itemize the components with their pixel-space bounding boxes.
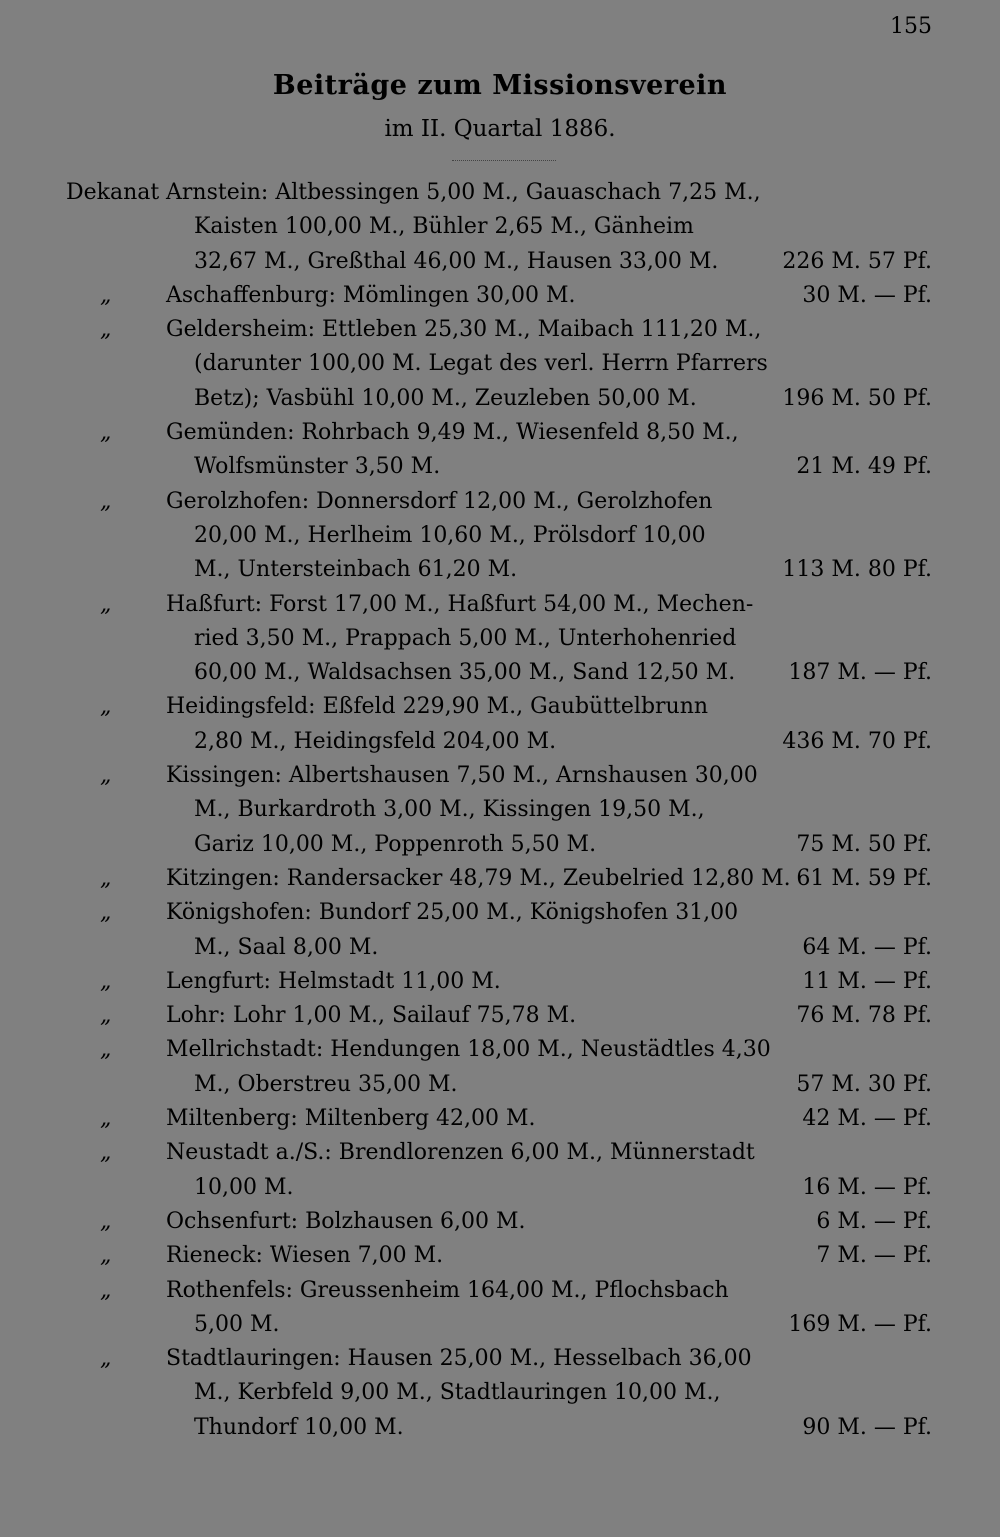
ditto-mark: „ xyxy=(100,488,112,514)
entry-text: 32,67 M., Greßthal 46,00 M., Hausen 33,00 M. xyxy=(194,248,719,274)
entry-line xyxy=(0,759,1000,793)
ditto-mark: „ xyxy=(100,763,112,789)
entry-amount: 75 M. 50 Pf. xyxy=(796,831,932,857)
entry-amount: 226 M. 57 Pf. xyxy=(782,248,932,274)
ditto-mark: „ xyxy=(100,1346,112,1372)
entry-text: Thundorf 10,00 M. xyxy=(194,1414,404,1440)
entry-text: M., Saal 8,00 M. xyxy=(194,934,379,960)
entry-line xyxy=(0,1376,1000,1410)
entry-text: Geldersheim: Ettleben 25,30 M., Maibach 111,20 M., xyxy=(166,317,762,343)
list-item xyxy=(0,279,1000,313)
list-item xyxy=(0,965,1000,999)
entry-amount: 196 M. 50 Pf. xyxy=(782,385,932,411)
list-item xyxy=(0,896,1000,965)
entry-text: Kitzingen: Randersacker 48,79 M., Zeubelried 12,80 M. xyxy=(166,865,791,891)
entry-text: M., Oberstreu 35,00 M. xyxy=(194,1071,458,1097)
entry-line xyxy=(0,1033,1000,1067)
entry-amount: 21 M. 49 Pf. xyxy=(796,454,932,480)
entry-text: Gariz 10,00 M., Poppenroth 5,50 M. xyxy=(194,831,597,857)
page-title: Beiträge zum Missionsverein xyxy=(272,70,728,101)
entry-text: Heidingsfeld: Eßfeld 229,90 M., Gaubüttelbrunn xyxy=(166,694,709,720)
entry-line xyxy=(0,1068,1000,1102)
entry-amount: 436 M. 70 Pf. xyxy=(782,728,932,754)
entry-line xyxy=(0,313,1000,347)
entry-amount: 30 M. — Pf. xyxy=(802,282,932,308)
entry-amount: 16 M. — Pf. xyxy=(802,1174,932,1200)
entry-line xyxy=(0,793,1000,827)
entry-line xyxy=(0,1274,1000,1308)
entry-amount: 11 M. — Pf. xyxy=(802,968,932,994)
entry-line xyxy=(0,588,1000,622)
entry-line xyxy=(0,622,1000,656)
entry-line xyxy=(0,245,1000,279)
entry-text: Rothenfels: Greussenheim 164,00 M., Pflochsbach xyxy=(166,1277,729,1303)
entry-line xyxy=(0,519,1000,553)
entry-text: Miltenberg: Miltenberg 42,00 M. xyxy=(166,1106,536,1132)
entry-line xyxy=(0,450,1000,484)
ditto-mark: „ xyxy=(100,282,112,308)
title-divider xyxy=(452,160,556,161)
entry-text: 20,00 M., Herlheim 10,60 M., Prölsdorf 10,00 xyxy=(194,522,706,548)
list-item xyxy=(0,759,1000,862)
ditto-mark: „ xyxy=(100,1106,112,1132)
entry-line xyxy=(0,553,1000,587)
list-item xyxy=(0,416,1000,485)
list-item xyxy=(0,1239,1000,1273)
entry-line xyxy=(0,1102,1000,1136)
list-item xyxy=(0,862,1000,896)
entry-text: Arnstein: Altbessingen 5,00 M., Gauaschach 7,25 M., xyxy=(166,180,761,205)
ditto-mark: „ xyxy=(100,1037,112,1063)
entry-amount: 76 M. 78 Pf. xyxy=(796,1003,932,1029)
entry-text: Kissingen: Albertshausen 7,50 M., Arnshausen 30,00 xyxy=(166,763,758,789)
entry-line xyxy=(0,416,1000,450)
entry-text: M., Untersteinbach 61,20 M. xyxy=(194,557,518,583)
entry-amount: 64 M. — Pf. xyxy=(802,934,932,960)
entry-text: Ochsenfurt: Bolzhausen 6,00 M. xyxy=(166,1208,526,1234)
list-item xyxy=(0,176,1000,279)
list-item xyxy=(0,1274,1000,1343)
ditto-mark: „ xyxy=(100,420,112,446)
entry-text: Königshofen: Bundorf 25,00 M., Königshofen 31,00 xyxy=(166,900,739,926)
entry-line xyxy=(0,1239,1000,1273)
list-item xyxy=(0,690,1000,759)
list-item xyxy=(0,588,1000,691)
list-item xyxy=(0,1102,1000,1136)
ditto-mark: „ xyxy=(100,900,112,926)
ditto-mark: „ xyxy=(100,591,112,617)
entry-line xyxy=(0,862,1000,896)
entry-line xyxy=(0,725,1000,759)
ditto-mark: „ xyxy=(100,1003,112,1029)
entry-amount: 7 M. — Pf. xyxy=(816,1243,932,1269)
entry-text: Haßfurt: Forst 17,00 M., Haßfurt 54,00 M., Mechen- xyxy=(166,591,754,617)
entry-line xyxy=(0,656,1000,690)
entry-text: Gerolzhofen: Donnersdorf 12,00 M., Gerolzhofen xyxy=(166,488,713,514)
entry-text: M., Burkardroth 3,00 M., Kissingen 19,50 M., xyxy=(194,797,705,823)
entry-amount: 169 M. — Pf. xyxy=(788,1311,932,1337)
entry-text: Stadtlauringen: Hausen 25,00 M., Hesselbach 36,00 xyxy=(166,1346,752,1372)
list-item xyxy=(0,999,1000,1033)
entry-text: Betz); Vasbühl 10,00 M., Zeuzleben 50,00 M. xyxy=(194,385,697,411)
list-item xyxy=(0,313,1000,416)
entry-text: Lohr: Lohr 1,00 M., Sailauf 75,78 M. xyxy=(166,1003,577,1029)
entry-amount: 6 M. — Pf. xyxy=(816,1208,932,1234)
entry-line xyxy=(0,1171,1000,1205)
contribution-list xyxy=(0,176,1000,1445)
entry-line xyxy=(0,485,1000,519)
list-item xyxy=(0,485,1000,588)
list-item xyxy=(0,1033,1000,1102)
entry-line xyxy=(0,999,1000,1033)
entry-text: 5,00 M. xyxy=(194,1311,280,1337)
entry-amount: 42 M. — Pf. xyxy=(802,1106,932,1132)
entry-text: Kaisten 100,00 M., Bühler 2,65 M., Gänheim xyxy=(194,214,694,240)
entry-amount: 61 M. 59 Pf. xyxy=(796,865,932,891)
entry-amount: 113 M. 80 Pf. xyxy=(782,557,932,583)
dekanat-label: Dekanat xyxy=(66,180,160,205)
entry-line xyxy=(0,210,1000,244)
entry-text: 2,80 M., Heidingsfeld 204,00 M. xyxy=(194,728,557,754)
entry-line xyxy=(0,1411,1000,1445)
entry-amount: 187 M. — Pf. xyxy=(788,660,932,686)
ditto-mark: „ xyxy=(100,1243,112,1269)
entry-line xyxy=(0,931,1000,965)
ditto-mark: „ xyxy=(100,1277,112,1303)
page-number: 155 xyxy=(890,14,932,39)
ditto-mark: „ xyxy=(100,694,112,720)
page-subtitle: im II. Quartal 1886. xyxy=(384,116,616,142)
entry-line xyxy=(0,690,1000,724)
ditto-mark: „ xyxy=(100,1208,112,1234)
entry-text: Rieneck: Wiesen 7,00 M. xyxy=(166,1243,444,1269)
entry-text: Gemünden: Rohrbach 9,49 M., Wiesenfeld 8,50 M., xyxy=(166,420,739,446)
ditto-mark: „ xyxy=(100,317,112,343)
list-item xyxy=(0,1205,1000,1239)
list-item xyxy=(0,1342,1000,1445)
entry-text: Mellrichstadt: Hendungen 18,00 M., Neustädtles 4,30 xyxy=(166,1037,771,1063)
entry-text: Neustadt a./S.: Brendlorenzen 6,00 M., Münnerstadt xyxy=(166,1140,755,1166)
entry-line xyxy=(0,382,1000,416)
entry-amount: 57 M. 30 Pf. xyxy=(796,1071,932,1097)
entry-line xyxy=(0,347,1000,381)
entry-line xyxy=(0,1205,1000,1239)
entry-line xyxy=(0,279,1000,313)
entry-line xyxy=(0,1308,1000,1342)
entry-text: M., Kerbfeld 9,00 M., Stadtlauringen 10,00 M., xyxy=(194,1380,721,1406)
entry-text: 10,00 M. xyxy=(194,1174,294,1200)
entry-line xyxy=(0,1342,1000,1376)
entry-line xyxy=(0,176,1000,210)
list-item xyxy=(0,1136,1000,1205)
entry-amount: 90 M. — Pf. xyxy=(802,1414,932,1440)
entry-line xyxy=(0,896,1000,930)
entry-text: (darunter 100,00 M. Legat des verl. Herrn Pfarrers xyxy=(194,351,768,377)
ditto-mark: „ xyxy=(100,865,112,891)
entry-text: Aschaffenburg: Mömlingen 30,00 M. xyxy=(166,282,576,308)
ditto-mark: „ xyxy=(100,1140,112,1166)
entry-text: Wolfsmünster 3,50 M. xyxy=(194,454,441,480)
entry-text: 60,00 M., Waldsachsen 35,00 M., Sand 12,50 M. xyxy=(194,660,736,686)
entry-text: Lengfurt: Helmstadt 11,00 M. xyxy=(166,968,501,994)
ditto-mark: „ xyxy=(100,968,112,994)
entry-text: ried 3,50 M., Prappach 5,00 M., Unterhohenried xyxy=(194,625,737,651)
entry-line xyxy=(0,828,1000,862)
entry-line xyxy=(0,1136,1000,1170)
entry-line xyxy=(0,965,1000,999)
